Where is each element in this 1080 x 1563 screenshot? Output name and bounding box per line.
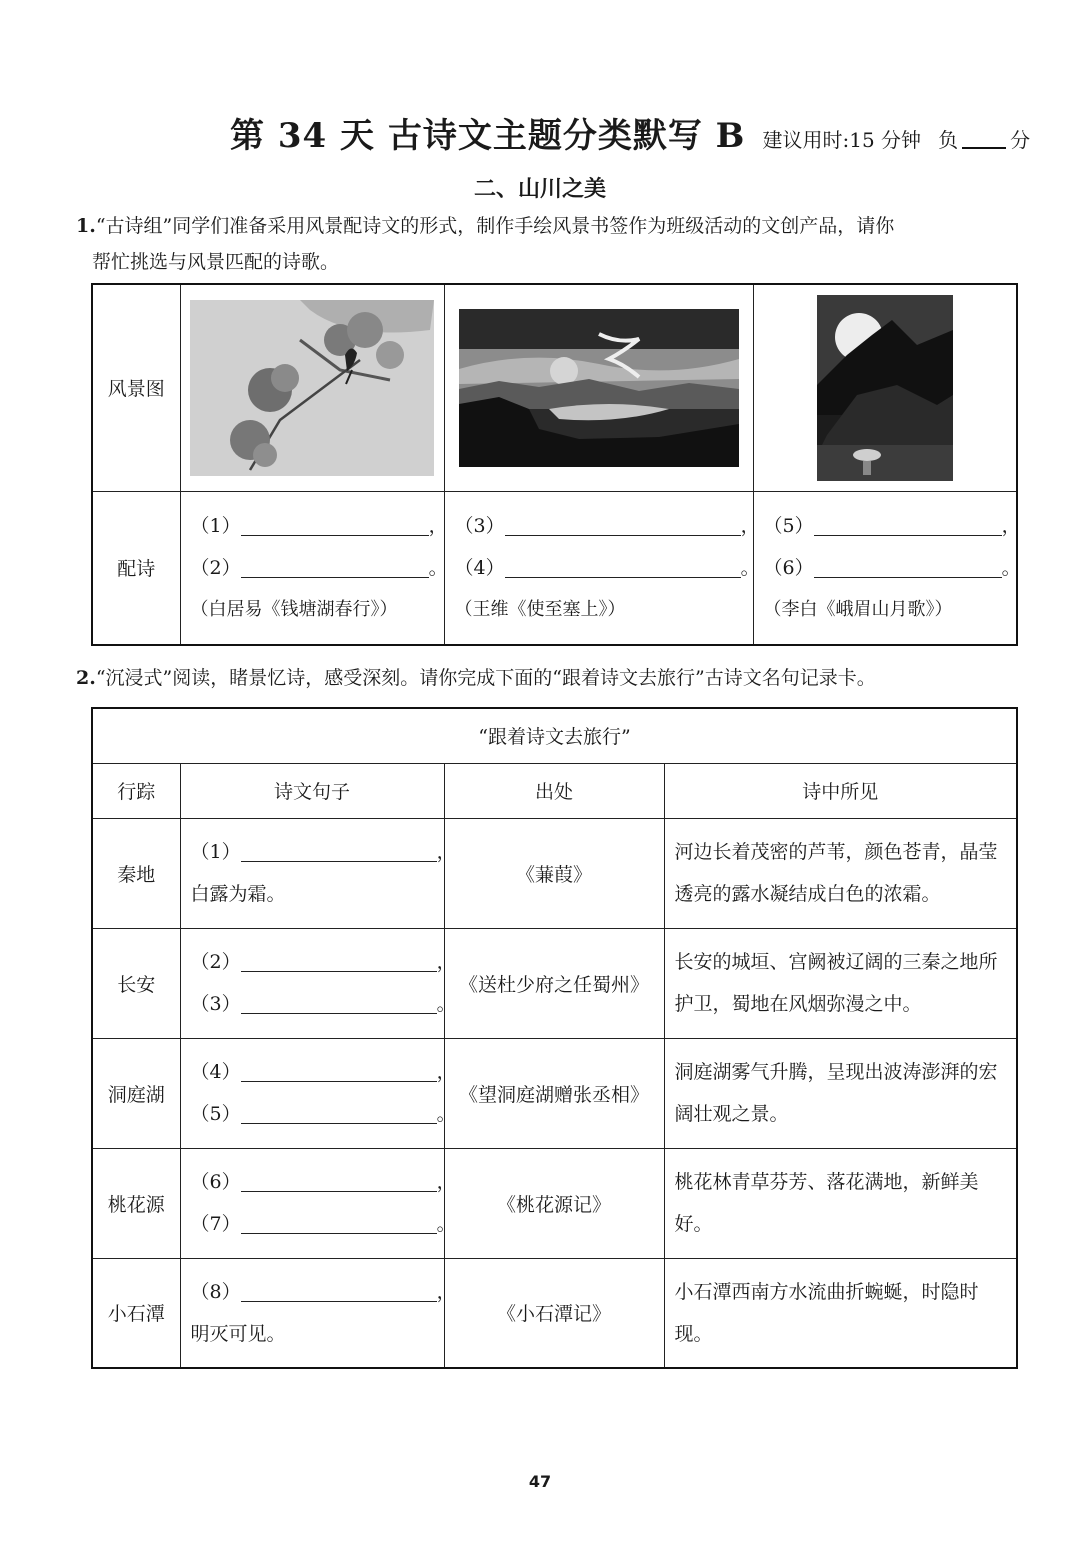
blank-2-punct: 。 xyxy=(428,556,448,579)
scenery-image-2 xyxy=(444,284,753,491)
source: 《望洞庭湖赠张丞相》 xyxy=(444,1038,664,1148)
question-2-number: 2. xyxy=(76,667,96,689)
question-1 xyxy=(76,208,1026,280)
blank-6-punct: 。 xyxy=(1001,556,1021,579)
blank-3-label: （3） xyxy=(454,514,505,537)
page-header xyxy=(230,108,1030,158)
card-title: “跟着诗文去旅行” xyxy=(92,708,1017,763)
blank-1-punct: ， xyxy=(428,514,448,537)
table-row xyxy=(92,1258,1017,1368)
blank-label: （6） xyxy=(190,1171,241,1193)
header-scene: 诗中所见 xyxy=(664,763,1017,818)
blank-label: （4） xyxy=(190,1061,241,1083)
poem-cell-3 xyxy=(753,491,1021,645)
blank-input[interactable] xyxy=(241,945,437,972)
blank-punct: ， xyxy=(436,1171,456,1193)
sentence-cell xyxy=(180,1258,456,1368)
blank-3-punct: ， xyxy=(740,514,760,537)
place: 长安 xyxy=(92,928,180,1038)
blank-input[interactable] xyxy=(241,835,437,862)
table-row xyxy=(92,928,1017,1038)
sentence-cell xyxy=(180,1148,456,1258)
scenery-poem-table xyxy=(91,283,1021,646)
place: 小石潭 xyxy=(92,1258,180,1368)
place: 桃花源 xyxy=(92,1148,180,1258)
blank-input[interactable] xyxy=(241,1207,437,1234)
header-source: 出处 xyxy=(444,763,664,818)
blank-1[interactable] xyxy=(241,509,429,536)
table-row xyxy=(92,1038,1017,1148)
scene-description: 小石潭西南方水流曲折蜿蜒，时隐时现。 xyxy=(664,1258,1017,1368)
blank-5[interactable] xyxy=(814,509,1002,536)
blank-punct: ， xyxy=(436,951,456,973)
blank-input[interactable] xyxy=(241,987,437,1014)
blank-4-label: （4） xyxy=(454,556,505,579)
question-2 xyxy=(76,660,1026,696)
scene-description: 桃花林青草芬芳、落花满地，新鲜美好。 xyxy=(664,1148,1017,1258)
sentence-cell xyxy=(180,818,456,928)
scene-description: 长安的城垣、宫阙被辽阔的三秦之地所护卫，蜀地在风烟弥漫之中。 xyxy=(664,928,1017,1038)
source: 《蒹葭》 xyxy=(444,818,664,928)
blank-4[interactable] xyxy=(505,551,741,578)
blossom-bird-painting xyxy=(190,300,434,476)
blank-1-label: （1） xyxy=(190,514,241,537)
blank-input[interactable] xyxy=(241,1097,437,1124)
poem-source-2: （王维《使至塞上》） xyxy=(454,598,626,620)
place: 秦地 xyxy=(92,818,180,928)
blank-5-label: （5） xyxy=(763,514,814,537)
blank-6-label: （6） xyxy=(763,556,814,579)
blank-label: （5） xyxy=(190,1103,241,1125)
blank-input[interactable] xyxy=(241,1165,437,1192)
page-number: 47 xyxy=(528,1472,552,1491)
blank-punct: 。 xyxy=(436,1103,456,1125)
question-1-number: 1. xyxy=(76,215,96,237)
question-2-text: “沉浸式”阅读，睹景忆诗，感受深刻。请你完成下面的“跟着诗文去旅行”古诗文名句记录卡。 xyxy=(95,667,876,689)
sentence-text: 白露为霜。 xyxy=(190,883,286,905)
blank-label: （7） xyxy=(190,1213,241,1235)
blank-punct: ， xyxy=(436,1280,456,1303)
mountain-moon-painting xyxy=(817,295,953,481)
blank-input[interactable] xyxy=(241,1275,437,1302)
poem-source-3: （李白《峨眉山月歌》） xyxy=(763,598,953,620)
blank-label: （3） xyxy=(190,993,241,1015)
sentence-cell xyxy=(180,1038,456,1148)
score-suffix: 分 xyxy=(1010,128,1031,152)
blank-punct: ， xyxy=(436,841,456,863)
suggested-time: 建议用时:15 分钟 xyxy=(762,128,922,152)
poem-cell-1 xyxy=(180,491,448,645)
blank-2-label: （2） xyxy=(190,556,241,579)
header-place: 行踪 xyxy=(92,763,180,818)
page-title: 第 34 天 古诗文主题分类默写 B xyxy=(230,116,746,156)
travel-record-card xyxy=(91,707,1018,1369)
blank-5-punct: ， xyxy=(1001,514,1021,537)
blank-label: （2） xyxy=(190,951,241,973)
blank-2[interactable] xyxy=(241,551,429,578)
blank-3[interactable] xyxy=(505,509,741,536)
blank-label: （8） xyxy=(190,1280,241,1303)
blank-6[interactable] xyxy=(814,551,1002,578)
sentence-cell xyxy=(180,928,456,1038)
source: 《送杜少府之任蜀州》 xyxy=(444,928,664,1038)
blank-4-punct: 。 xyxy=(740,556,760,579)
blank-punct: 。 xyxy=(436,1213,456,1235)
place: 洞庭湖 xyxy=(92,1038,180,1148)
scene-description: 河边长着茂密的芦苇，颜色苍青，晶莹透亮的露水凝结成白色的浓霜。 xyxy=(664,818,1017,928)
score-blank[interactable] xyxy=(962,129,1006,149)
scenery-image-3 xyxy=(753,284,1017,491)
blank-punct: 。 xyxy=(436,993,456,1015)
blank-input[interactable] xyxy=(241,1055,437,1082)
blank-label: （1） xyxy=(190,841,241,863)
poem-source-1: （白居易《钱塘湖春行》） xyxy=(190,598,398,620)
score-prefix: 负 xyxy=(938,128,959,152)
scene-description: 洞庭湖雾气升腾，呈现出波涛澎湃的宏阔壮观之景。 xyxy=(664,1038,1017,1148)
row-label-scenery: 风景图 xyxy=(92,284,180,491)
question-1-text-line1: “古诗组”同学们准备采用风景配诗文的形式，制作手绘风景书签作为班级活动的文创产品，请你 xyxy=(95,215,895,237)
header-sentence: 诗文句子 xyxy=(180,763,444,818)
source: 《小石潭记》 xyxy=(444,1258,664,1368)
table-row xyxy=(92,1148,1017,1258)
poem-cell-2 xyxy=(444,491,760,645)
table-row xyxy=(92,818,1017,928)
desert-sunset-painting xyxy=(459,309,739,467)
row-label-poem: 配诗 xyxy=(92,491,180,645)
scenery-image-1 xyxy=(180,284,444,491)
sentence-text: 明灭可见。 xyxy=(190,1322,286,1345)
question-1-text-line2: 帮忙挑选与风景匹配的诗歌。 xyxy=(92,251,340,273)
section-title: 二、山川之美 xyxy=(473,176,606,202)
source: 《桃花源记》 xyxy=(444,1148,664,1258)
blank-punct: ， xyxy=(436,1061,456,1083)
